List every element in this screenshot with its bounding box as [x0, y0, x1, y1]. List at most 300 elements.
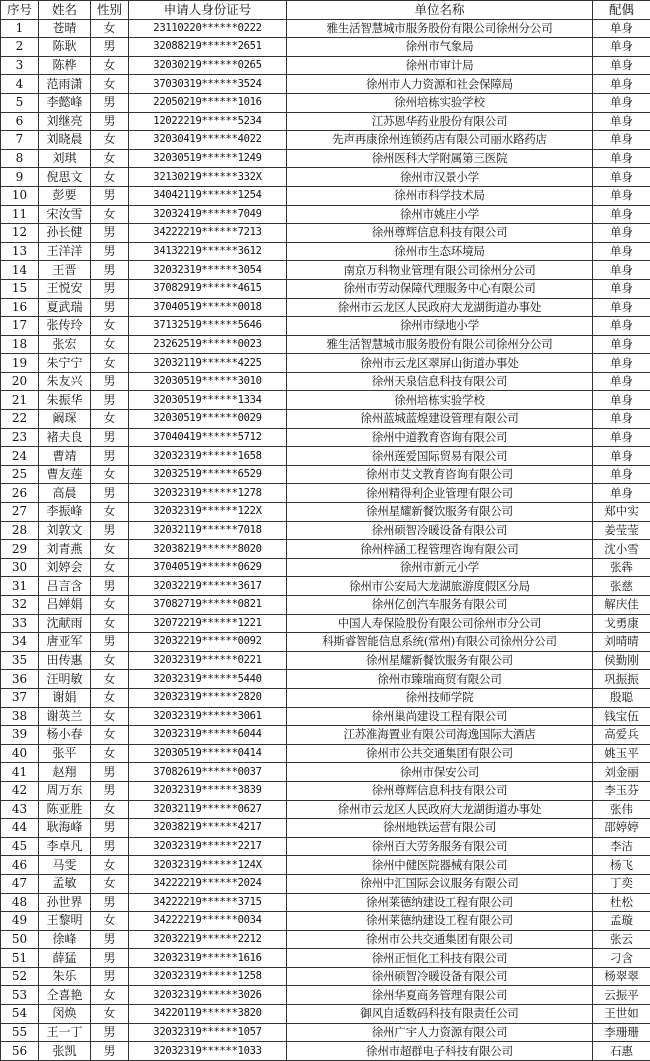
cell-name: 朱乐 — [39, 967, 91, 986]
cell-employer: 徐州硕智冷暖设备有限公司 — [287, 521, 593, 540]
cell-index: 15 — [1, 279, 39, 298]
cell-index: 11 — [1, 205, 39, 224]
cell-index: 50 — [1, 930, 39, 949]
cell-gender: 男 — [91, 781, 129, 800]
cell-spouse: 杨翠翠 — [593, 967, 650, 986]
table-row — [1, 19, 650, 38]
cell-index: 19 — [1, 354, 39, 373]
table-row — [1, 763, 650, 782]
cell-index: 17 — [1, 317, 39, 336]
header-id-number: 申请人身份证号 — [129, 1, 287, 20]
cell-id-number: 32032319******1658 — [129, 447, 287, 466]
cell-name: 王悦安 — [39, 279, 91, 298]
cell-gender: 男 — [91, 577, 129, 596]
cell-employer: 徐州市臻瑞商贸有限公司 — [287, 670, 593, 689]
cell-gender: 男 — [91, 428, 129, 447]
cell-index: 7 — [1, 131, 39, 150]
cell-id-number: 32032319******3061 — [129, 707, 287, 726]
cell-gender: 男 — [91, 893, 129, 912]
cell-spouse: 张云 — [593, 930, 650, 949]
cell-spouse: 张伟 — [593, 800, 650, 819]
cell-spouse: 单身 — [593, 186, 650, 205]
cell-spouse: 张慈 — [593, 577, 650, 596]
cell-name: 周万东 — [39, 781, 91, 800]
cell-name: 范雨潇 — [39, 75, 91, 94]
cell-id-number: 32032319******1278 — [129, 484, 287, 503]
cell-employer: 徐州广宇人力资源有限公司 — [287, 1023, 593, 1042]
cell-id-number: 22050219******1016 — [129, 93, 287, 112]
cell-employer: 雅生活智慧城市服务股份有限公司徐州分公司 — [287, 19, 593, 38]
cell-gender: 男 — [91, 1042, 129, 1061]
cell-employer: 徐州培栋实验学校 — [287, 391, 593, 410]
cell-id-number: 32032119******0627 — [129, 800, 287, 819]
cell-gender: 男 — [91, 763, 129, 782]
cell-employer: 徐州硕智冷暖设备有限公司 — [287, 967, 593, 986]
cell-id-number: 12022219******5234 — [129, 112, 287, 131]
cell-index: 5 — [1, 93, 39, 112]
cell-name: 唐亚军 — [39, 633, 91, 652]
header-index: 序号 — [1, 1, 39, 20]
cell-index: 20 — [1, 372, 39, 391]
cell-gender: 女 — [91, 614, 129, 633]
cell-name: 朱友兴 — [39, 372, 91, 391]
cell-gender: 女 — [91, 19, 129, 38]
header-name: 姓名 — [39, 1, 91, 20]
table-row — [1, 633, 650, 652]
cell-employer: 江苏恩华药业股份有限公司 — [287, 112, 593, 131]
cell-spouse: 单身 — [593, 298, 650, 317]
table-row — [1, 503, 650, 522]
cell-spouse: 李玉芬 — [593, 781, 650, 800]
cell-index: 32 — [1, 596, 39, 615]
cell-gender: 女 — [91, 744, 129, 763]
cell-name: 倪思文 — [39, 168, 91, 187]
cell-employer: 徐州市公共交通集团有限公司 — [287, 744, 593, 763]
cell-employer: 徐州正恒化工科技有限公司 — [287, 949, 593, 968]
cell-name: 朱振华 — [39, 391, 91, 410]
cell-employer: 徐州市姚庄小学 — [287, 205, 593, 224]
cell-employer: 御风自适数码科技有限责任公司 — [287, 1005, 593, 1024]
cell-name: 王一丁 — [39, 1023, 91, 1042]
cell-spouse: 单身 — [593, 354, 650, 373]
cell-index: 51 — [1, 949, 39, 968]
cell-index: 49 — [1, 912, 39, 931]
cell-index: 41 — [1, 763, 39, 782]
cell-gender: 女 — [91, 317, 129, 336]
cell-id-number: 32032319******1616 — [129, 949, 287, 968]
cell-spouse: 钱宝伍 — [593, 707, 650, 726]
cell-spouse: 单身 — [593, 279, 650, 298]
cell-employer: 先声再康徐州连锁药店有限公司丽水路药店 — [287, 131, 593, 150]
cell-id-number: 32032319******0221 — [129, 651, 287, 670]
cell-id-number: 37040419******5712 — [129, 428, 287, 447]
cell-spouse: 郑中实 — [593, 503, 650, 522]
cell-index: 2 — [1, 38, 39, 57]
cell-id-number: 32032219******0092 — [129, 633, 287, 652]
cell-spouse: 石惠 — [593, 1042, 650, 1061]
table-header-row — [1, 1, 650, 20]
cell-index: 28 — [1, 521, 39, 540]
cell-spouse: 殷聪 — [593, 688, 650, 707]
cell-employer: 徐州市劳动保障代理服务中心有限公司 — [287, 279, 593, 298]
cell-spouse: 单身 — [593, 224, 650, 243]
table-row — [1, 540, 650, 559]
cell-spouse: 刁含 — [593, 949, 650, 968]
cell-spouse: 王世如 — [593, 1005, 650, 1024]
cell-name: 夏武瑞 — [39, 298, 91, 317]
cell-name: 刘琪 — [39, 149, 91, 168]
cell-spouse: 高爱兵 — [593, 726, 650, 745]
cell-id-number: 32030519******1334 — [129, 391, 287, 410]
cell-employer: 徐州莱德纳建设工程有限公司 — [287, 912, 593, 931]
table-row — [1, 856, 650, 875]
cell-id-number: 32032319******3839 — [129, 781, 287, 800]
cell-index: 46 — [1, 856, 39, 875]
cell-spouse: 刘金丽 — [593, 763, 650, 782]
cell-spouse: 刘晴晴 — [593, 633, 650, 652]
cell-employer: 徐州中健医院器械有限公司 — [287, 856, 593, 875]
cell-gender: 男 — [91, 112, 129, 131]
cell-index: 30 — [1, 558, 39, 577]
cell-employer: 徐州市艾文教育咨询有限公司 — [287, 465, 593, 484]
cell-employer: 徐州市生态环境局 — [287, 242, 593, 261]
cell-name: 张平 — [39, 744, 91, 763]
cell-gender: 男 — [91, 93, 129, 112]
cell-spouse: 姜莹莹 — [593, 521, 650, 540]
table-row — [1, 447, 650, 466]
cell-index: 4 — [1, 75, 39, 94]
cell-id-number: 32032319******1057 — [129, 1023, 287, 1042]
cell-name: 曹靖 — [39, 447, 91, 466]
cell-gender: 男 — [91, 949, 129, 968]
cell-employer: 徐州中道教育咨询有限公司 — [287, 428, 593, 447]
cell-name: 苍晴 — [39, 19, 91, 38]
cell-index: 16 — [1, 298, 39, 317]
table-row — [1, 893, 650, 912]
cell-gender: 男 — [91, 372, 129, 391]
cell-gender: 男 — [91, 819, 129, 838]
table-row — [1, 688, 650, 707]
cell-spouse: 杨飞 — [593, 856, 650, 875]
cell-id-number: 37030319******3524 — [129, 75, 287, 94]
table-row — [1, 521, 650, 540]
cell-name: 谢英兰 — [39, 707, 91, 726]
cell-employer: 徐州市新元小学 — [287, 558, 593, 577]
cell-index: 10 — [1, 186, 39, 205]
cell-employer: 徐州星耀新餐饮服务有限公司 — [287, 503, 593, 522]
cell-employer: 徐州市绿地小学 — [287, 317, 593, 336]
cell-gender: 男 — [91, 484, 129, 503]
cell-index: 34 — [1, 633, 39, 652]
cell-gender: 女 — [91, 651, 129, 670]
table-row — [1, 465, 650, 484]
cell-id-number: 37040519******0629 — [129, 558, 287, 577]
cell-name: 杨小春 — [39, 726, 91, 745]
cell-spouse: 单身 — [593, 112, 650, 131]
cell-id-number: 34222219******7213 — [129, 224, 287, 243]
table-row — [1, 967, 650, 986]
table-row — [1, 577, 650, 596]
cell-id-number: 32032119******7018 — [129, 521, 287, 540]
cell-index: 27 — [1, 503, 39, 522]
table-row — [1, 168, 650, 187]
cell-name: 陈亚胜 — [39, 800, 91, 819]
table-row — [1, 75, 650, 94]
cell-employer: 徐州医科大学附属第三医院 — [287, 149, 593, 168]
cell-name: 刘继亮 — [39, 112, 91, 131]
table-row — [1, 596, 650, 615]
cell-spouse: 云振平 — [593, 986, 650, 1005]
cell-id-number: 32032319******124X — [129, 856, 287, 875]
table-row — [1, 912, 650, 931]
cell-name: 王洋洋 — [39, 242, 91, 261]
cell-id-number: 37082919******4615 — [129, 279, 287, 298]
cell-gender: 女 — [91, 688, 129, 707]
cell-spouse: 单身 — [593, 317, 650, 336]
cell-employer: 徐州华夏商务管理有限公司 — [287, 986, 593, 1005]
cell-spouse: 巩振振 — [593, 670, 650, 689]
cell-gender: 女 — [91, 205, 129, 224]
table-row — [1, 558, 650, 577]
cell-id-number: 34132219******3612 — [129, 242, 287, 261]
cell-index: 29 — [1, 540, 39, 559]
cell-gender: 女 — [91, 56, 129, 75]
cell-id-number: 32030519******0414 — [129, 744, 287, 763]
cell-index: 24 — [1, 447, 39, 466]
cell-id-number: 37082619******0037 — [129, 763, 287, 782]
cell-employer: 徐州莱德纳建设工程有限公司 — [287, 893, 593, 912]
table-row — [1, 949, 650, 968]
table-row — [1, 726, 650, 745]
cell-spouse: 单身 — [593, 335, 650, 354]
cell-gender: 女 — [91, 465, 129, 484]
cell-spouse: 李洁 — [593, 837, 650, 856]
cell-name: 王晋 — [39, 261, 91, 280]
cell-gender: 男 — [91, 298, 129, 317]
cell-index: 39 — [1, 726, 39, 745]
cell-spouse: 单身 — [593, 131, 650, 150]
cell-id-number: 32032319******1033 — [129, 1042, 287, 1061]
cell-name: 赵翔 — [39, 763, 91, 782]
cell-spouse: 邵婷婷 — [593, 819, 650, 838]
cell-index: 45 — [1, 837, 39, 856]
cell-gender: 男 — [91, 279, 129, 298]
cell-gender: 女 — [91, 168, 129, 187]
cell-employer: 中国人寿保险股份有限公司徐州市分公司 — [287, 614, 593, 633]
cell-index: 40 — [1, 744, 39, 763]
cell-name: 陈桦 — [39, 56, 91, 75]
cell-index: 47 — [1, 874, 39, 893]
table-row — [1, 781, 650, 800]
cell-employer: 南京万科物业管理有限公司徐州分公司 — [287, 261, 593, 280]
cell-name: 吕言含 — [39, 577, 91, 596]
cell-gender: 女 — [91, 800, 129, 819]
cell-employer: 科斯睿智能信息系统(常州)有限公司徐州分公司 — [287, 633, 593, 652]
cell-name: 仝喜艳 — [39, 986, 91, 1005]
cell-name: 曹友莲 — [39, 465, 91, 484]
cell-gender: 女 — [91, 558, 129, 577]
cell-name: 耿海峰 — [39, 819, 91, 838]
cell-gender: 男 — [91, 1023, 129, 1042]
cell-index: 6 — [1, 112, 39, 131]
cell-name: 张传玲 — [39, 317, 91, 336]
cell-gender: 男 — [91, 261, 129, 280]
cell-gender: 男 — [91, 224, 129, 243]
cell-employer: 徐州技师学院 — [287, 688, 593, 707]
cell-index: 21 — [1, 391, 39, 410]
table-row — [1, 428, 650, 447]
cell-gender: 女 — [91, 912, 129, 931]
table-row — [1, 372, 650, 391]
cell-spouse: 单身 — [593, 465, 650, 484]
table-row — [1, 242, 650, 261]
cell-employer: 徐州蓝城蓝煌建设管理有限公司 — [287, 410, 593, 429]
cell-index: 8 — [1, 149, 39, 168]
cell-id-number: 32032219******2212 — [129, 930, 287, 949]
cell-name: 李振峰 — [39, 503, 91, 522]
cell-employer: 徐州市云龙区人民政府大龙湖街道办事处 — [287, 800, 593, 819]
table-row — [1, 112, 650, 131]
cell-id-number: 32032319******5440 — [129, 670, 287, 689]
cell-spouse: 单身 — [593, 168, 650, 187]
cell-gender: 女 — [91, 874, 129, 893]
cell-employer: 徐州亿创汽车服务有限公司 — [287, 596, 593, 615]
cell-employer: 徐州市人力资源和社会保障局 — [287, 75, 593, 94]
cell-id-number: 23262519******0023 — [129, 335, 287, 354]
cell-employer: 雅生活智慧城市服务股份有限公司徐州分公司 — [287, 335, 593, 354]
table-row — [1, 149, 650, 168]
cell-name: 孟敏 — [39, 874, 91, 893]
cell-employer: 徐州星耀新餐饮服务有限公司 — [287, 651, 593, 670]
cell-name: 刘婷会 — [39, 558, 91, 577]
table-row — [1, 1023, 650, 1042]
table-row — [1, 410, 650, 429]
cell-name: 彭要 — [39, 186, 91, 205]
cell-spouse: 沈小雪 — [593, 540, 650, 559]
table-row — [1, 670, 650, 689]
cell-employer: 徐州市超群电子科技有限公司 — [287, 1042, 593, 1061]
cell-name: 李懿峰 — [39, 93, 91, 112]
cell-name: 朱宁宁 — [39, 354, 91, 373]
cell-id-number: 34042119******1254 — [129, 186, 287, 205]
cell-name: 孙世界 — [39, 893, 91, 912]
cell-employer: 徐州梓涵工程管理咨询有限公司 — [287, 540, 593, 559]
cell-spouse: 单身 — [593, 372, 650, 391]
cell-employer: 徐州莲爱国际贸易有限公司 — [287, 447, 593, 466]
cell-gender: 男 — [91, 967, 129, 986]
cell-index: 54 — [1, 1005, 39, 1024]
cell-spouse: 侯勤刚 — [593, 651, 650, 670]
cell-gender: 女 — [91, 503, 129, 522]
cell-employer: 徐州市保安公司 — [287, 763, 593, 782]
cell-id-number: 32030519******0029 — [129, 410, 287, 429]
cell-gender: 女 — [91, 335, 129, 354]
cell-name: 汪明敏 — [39, 670, 91, 689]
cell-name: 陈耿 — [39, 38, 91, 57]
cell-name: 褚夫良 — [39, 428, 91, 447]
cell-spouse: 姚玉平 — [593, 744, 650, 763]
cell-employer: 徐州百大劳务服务有限公司 — [287, 837, 593, 856]
cell-id-number: 32032319******2820 — [129, 688, 287, 707]
table-row — [1, 224, 650, 243]
cell-index: 43 — [1, 800, 39, 819]
cell-index: 48 — [1, 893, 39, 912]
cell-employer: 徐州培栋实验学校 — [287, 93, 593, 112]
cell-index: 26 — [1, 484, 39, 503]
cell-employer: 徐州市气象局 — [287, 38, 593, 57]
cell-name: 王黎明 — [39, 912, 91, 931]
table-body — [1, 19, 650, 1060]
cell-gender: 女 — [91, 410, 129, 429]
cell-name: 刘敦文 — [39, 521, 91, 540]
cell-gender: 女 — [91, 856, 129, 875]
cell-spouse: 解庆佳 — [593, 596, 650, 615]
table-row — [1, 986, 650, 1005]
cell-name: 田传惠 — [39, 651, 91, 670]
cell-employer: 江苏淮海置业有限公司海逸国际大酒店 — [287, 726, 593, 745]
cell-index: 35 — [1, 651, 39, 670]
cell-spouse: 戈勇康 — [593, 614, 650, 633]
cell-gender: 女 — [91, 75, 129, 94]
cell-spouse: 孟璇 — [593, 912, 650, 931]
cell-id-number: 32030519******3010 — [129, 372, 287, 391]
cell-id-number: 32032519******6529 — [129, 465, 287, 484]
cell-gender: 男 — [91, 837, 129, 856]
cell-index: 13 — [1, 242, 39, 261]
cell-index: 9 — [1, 168, 39, 187]
cell-id-number: 32130219******332X — [129, 168, 287, 187]
cell-id-number: 32032319******3054 — [129, 261, 287, 280]
cell-id-number: 37132519******5646 — [129, 317, 287, 336]
cell-id-number: 32038219******8020 — [129, 540, 287, 559]
cell-employer: 徐州精得利企业管理有限公司 — [287, 484, 593, 503]
table-row — [1, 1005, 650, 1024]
cell-id-number: 32030419******4022 — [129, 131, 287, 150]
cell-id-number: 34222219******2024 — [129, 874, 287, 893]
cell-gender: 男 — [91, 391, 129, 410]
cell-gender: 女 — [91, 986, 129, 1005]
cell-name: 高晨 — [39, 484, 91, 503]
cell-index: 52 — [1, 967, 39, 986]
cell-index: 25 — [1, 465, 39, 484]
cell-spouse: 单身 — [593, 75, 650, 94]
cell-index: 3 — [1, 56, 39, 75]
cell-id-number: 34222219******0034 — [129, 912, 287, 931]
cell-id-number: 32030519******1249 — [129, 149, 287, 168]
table-row — [1, 131, 650, 150]
cell-spouse: 单身 — [593, 428, 650, 447]
cell-gender: 女 — [91, 596, 129, 615]
cell-name: 刘青燕 — [39, 540, 91, 559]
cell-spouse: 单身 — [593, 391, 650, 410]
cell-spouse: 单身 — [593, 484, 650, 503]
cell-name: 刘晓晨 — [39, 131, 91, 150]
cell-name: 薛猛 — [39, 949, 91, 968]
cell-index: 37 — [1, 688, 39, 707]
table-row — [1, 837, 650, 856]
table-row — [1, 279, 650, 298]
cell-index: 14 — [1, 261, 39, 280]
cell-spouse: 单身 — [593, 205, 650, 224]
cell-id-number: 32032319******3026 — [129, 986, 287, 1005]
cell-index: 12 — [1, 224, 39, 243]
cell-id-number: 32072219******1221 — [129, 614, 287, 633]
cell-index: 38 — [1, 707, 39, 726]
cell-employer: 徐州巢尚建设工程有限公司 — [287, 707, 593, 726]
header-employer: 单位名称 — [287, 1, 593, 20]
cell-index: 18 — [1, 335, 39, 354]
cell-spouse: 杜松 — [593, 893, 650, 912]
